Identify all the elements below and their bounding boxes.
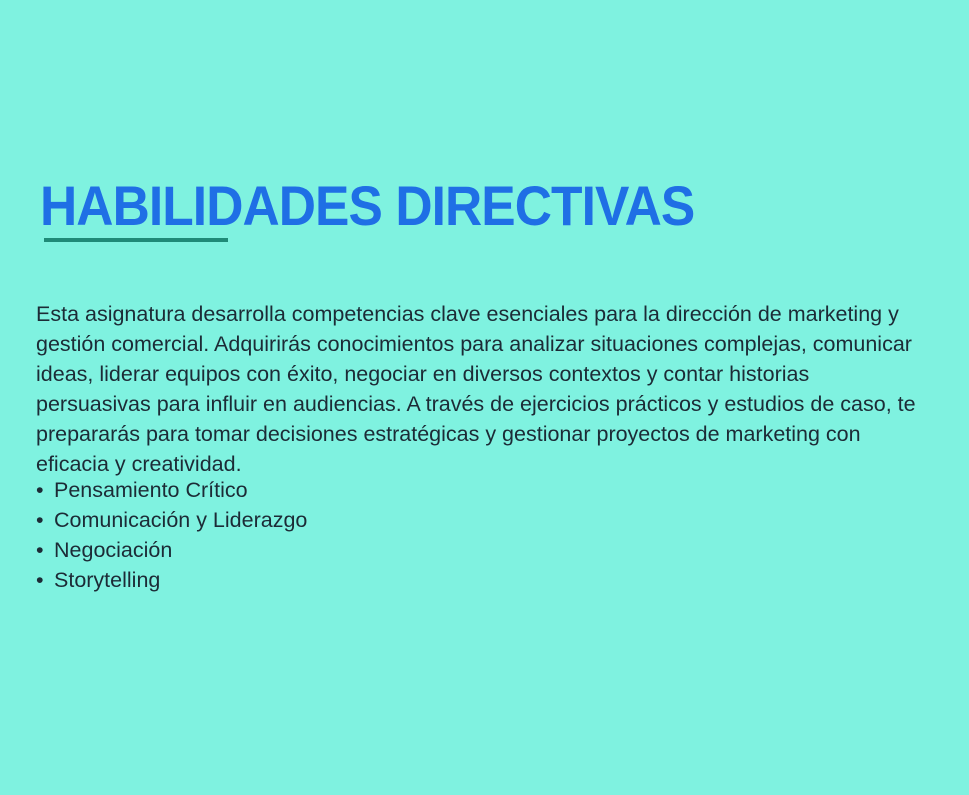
description-paragraph: Esta asignatura desarrolla competencias clave esenciales para la dirección de marketing y gestión comercial. Adquirirás conocimientos para analizar situaciones complejas, comunicar ideas, liderar equipos con éxito, negociar en diversos contextos y contar historias persuasivas para influir en audiencias. A través de ejercicios prácticos y estudios de caso, te prepararás para tomar decisiones estratégicas y gestionar proyectos de marketing con eficacia y creatividad. [36,301,916,476]
bullet-icon: • [36,568,44,592]
list-item [36,475,636,505]
page-title: HABILIDADES DIRECTIVAS [40,173,695,237]
title-divider [44,238,228,242]
list-item-label: Negociación [54,538,173,562]
bullet-icon: • [36,508,44,532]
competency-list [36,475,636,595]
list-item-label: Storytelling [54,568,161,592]
list-item-label: Pensamiento Crítico [54,478,248,502]
list-item [36,535,636,565]
bullet-icon: • [36,538,44,562]
list-item-label: Comunicación y Liderazgo [54,508,308,532]
bullet-icon: • [36,478,44,502]
list-item [36,565,636,595]
list-item [36,505,636,535]
